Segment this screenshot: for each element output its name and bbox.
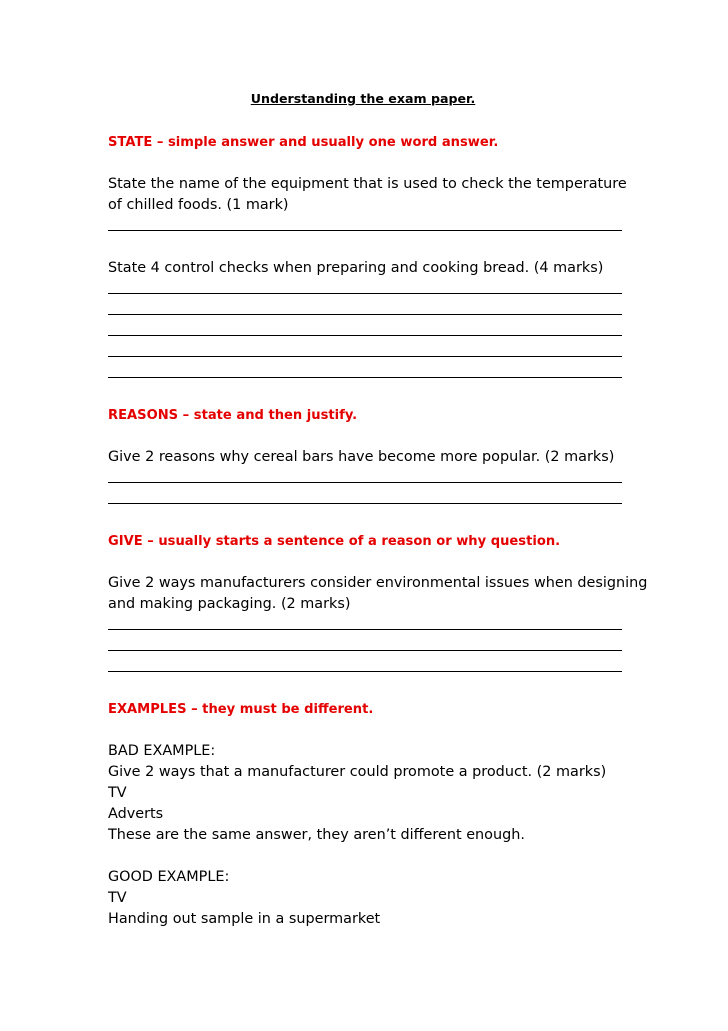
answer-line[interactable]	[108, 321, 618, 342]
state-question-2: State 4 control checks when preparing and cooking bread. (4 marks)	[108, 260, 604, 276]
bad-example-label: BAD EXAMPLE:	[108, 743, 216, 759]
state-heading: STATE – simple answer and usually one word answer.	[108, 135, 499, 150]
answer-line[interactable]	[108, 657, 618, 678]
bad-example-answer-2: Adverts	[108, 806, 164, 822]
answer-line[interactable]	[108, 468, 618, 489]
bad-example-question: Give 2 ways that a manufacturer could promote a product. (2 marks)	[108, 764, 607, 780]
state-question-1-line-1: State the name of the equipment that is used to check the temperature	[108, 176, 627, 192]
answer-line[interactable]	[108, 615, 618, 636]
answer-line[interactable]	[108, 342, 618, 363]
give-question-1-line-2: and making packaging. (2 marks)	[108, 596, 351, 612]
answer-line[interactable]	[108, 279, 618, 300]
reasons-question-1: Give 2 reasons why cereal bars have become more popular. (2 marks)	[108, 449, 615, 465]
give-question-1-line-1: Give 2 ways manufacturers consider environmental issues when designing	[108, 575, 648, 591]
bad-example-answer-1: TV	[108, 785, 127, 801]
answer-line[interactable]	[108, 636, 618, 657]
answer-line[interactable]	[108, 363, 618, 384]
reasons-heading: REASONS – state and then justify.	[108, 408, 358, 423]
examples-heading: EXAMPLES – they must be different.	[108, 702, 374, 717]
good-example-answer-2: Handing out sample in a supermarket	[108, 911, 381, 927]
answer-line[interactable]	[108, 300, 618, 321]
good-example-answer-1: TV	[108, 890, 127, 906]
bad-example-comment: These are the same answer, they aren’t different enough.	[108, 827, 525, 843]
page-title: Understanding the exam paper.	[250, 91, 476, 106]
answer-line[interactable]	[108, 489, 618, 510]
answer-line[interactable]	[108, 216, 618, 237]
give-heading: GIVE – usually starts a sentence of a reason or why question.	[108, 534, 561, 549]
good-example-label: GOOD EXAMPLE:	[108, 869, 230, 885]
state-question-1-line-2: of chilled foods. (1 mark)	[108, 197, 289, 213]
exam-document	[108, 88, 648, 930]
